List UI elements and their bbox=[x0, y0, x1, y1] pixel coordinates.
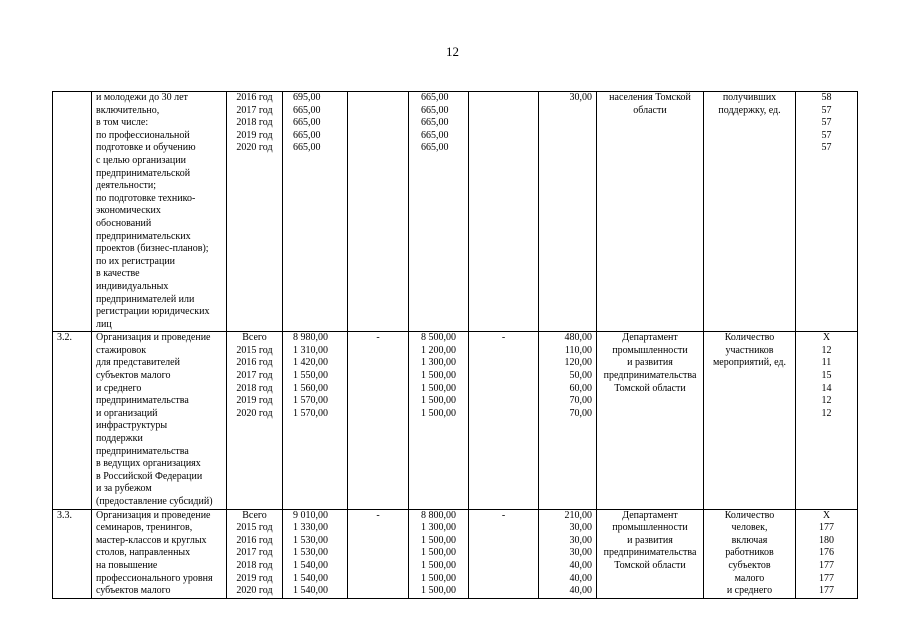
table-row bbox=[53, 92, 858, 332]
other-sources-line: 70,00 bbox=[569, 407, 592, 419]
regional-budget-line: 1 300,00 bbox=[421, 357, 456, 369]
period-line: Всего bbox=[242, 332, 267, 344]
indicator-value-line: 176 bbox=[819, 547, 834, 559]
period-line: 2016 год bbox=[236, 534, 273, 546]
other-sources-line: 30,00 bbox=[569, 547, 592, 559]
other-sources-line: 40,00 bbox=[569, 559, 592, 571]
period-line: 2015 год bbox=[236, 344, 273, 356]
other-sources-line: 480,00 bbox=[564, 332, 592, 344]
responsible-executor-line: Томской области bbox=[614, 559, 686, 571]
responsible-executor-line: и развития bbox=[627, 534, 673, 546]
item-number-cell: 3.3. bbox=[53, 509, 92, 598]
regional-budget-line: 665,00 bbox=[421, 92, 449, 103]
regional-budget-line: 1 500,00 bbox=[421, 382, 456, 394]
responsible-executor-line: предпринимательства bbox=[603, 547, 697, 559]
regional-budget-line: 665,00 bbox=[421, 104, 449, 116]
activity-name-line: для представителей bbox=[96, 357, 180, 369]
indicator-value-line: 177 bbox=[819, 572, 834, 584]
period-line: Всего bbox=[242, 509, 267, 521]
activity-name-line: в Российской Федерации bbox=[96, 470, 203, 482]
indicator-name-line: поддержку, ед. bbox=[718, 104, 781, 116]
regional-budget-line: 1 500,00 bbox=[421, 370, 456, 382]
responsible-executor-cell bbox=[597, 92, 704, 332]
activity-name-line: субъектов малого bbox=[96, 370, 171, 382]
total-amount-line: 1 540,00 bbox=[293, 559, 328, 571]
activity-name-line: лиц bbox=[96, 318, 112, 330]
total-amount-line: 665,00 bbox=[293, 104, 321, 116]
indicator-value-line: 57 bbox=[821, 104, 832, 116]
period-line: 2017 год bbox=[236, 370, 273, 382]
period-line: 2018 год bbox=[236, 117, 273, 129]
indicator-value-cell bbox=[796, 332, 858, 509]
total-amount-line: 695,00 bbox=[293, 92, 321, 103]
indicator-name-line: субъектов bbox=[728, 559, 771, 571]
federal-budget-cell bbox=[348, 509, 409, 598]
responsible-executor-cell bbox=[597, 332, 704, 509]
other-sources-line: 120,00 bbox=[564, 357, 592, 369]
period-line: 2019 год bbox=[236, 129, 273, 141]
federal-budget-line: - bbox=[376, 332, 380, 344]
responsible-executor-line: Томской области bbox=[614, 382, 686, 394]
period-cell bbox=[227, 332, 283, 509]
activity-name-line: предпринимательской bbox=[96, 167, 191, 179]
activity-name-line: деятельности; bbox=[96, 180, 157, 192]
activity-name-line: и за рубежом bbox=[96, 483, 152, 495]
activity-name-cell bbox=[92, 509, 227, 598]
regional-budget-line: 1 200,00 bbox=[421, 344, 456, 356]
responsible-executor-line: промышленности bbox=[612, 522, 688, 534]
activity-name-line: предпринимательства bbox=[96, 445, 189, 457]
other-sources-line: 50,00 bbox=[569, 370, 592, 382]
period-line: 2017 год bbox=[236, 104, 273, 116]
period-line: 2017 год bbox=[236, 547, 273, 559]
period-line: 2019 год bbox=[236, 395, 273, 407]
other-sources-line: 70,00 bbox=[569, 395, 592, 407]
activity-name-line: инфраструктуры bbox=[96, 420, 168, 432]
regional-budget-line: 665,00 bbox=[421, 129, 449, 141]
total-amount-line: 1 540,00 bbox=[293, 585, 328, 597]
activity-name-line: по подготовке технико- bbox=[96, 192, 196, 204]
other-sources-line: 30,00 bbox=[569, 92, 592, 103]
indicator-value-line: X bbox=[822, 332, 831, 344]
total-amount-line: 665,00 bbox=[293, 117, 321, 129]
total-amount-cell bbox=[283, 92, 348, 332]
period-line: 2020 год bbox=[236, 142, 273, 154]
indicator-value-line: 11 bbox=[821, 357, 832, 369]
responsible-executor-cell bbox=[597, 509, 704, 598]
activity-name-line: экономических bbox=[96, 205, 161, 217]
regional-budget-cell bbox=[409, 92, 469, 332]
regional-budget-line: 8 500,00 bbox=[421, 332, 456, 344]
regional-budget-cell bbox=[409, 332, 469, 509]
item-number-cell bbox=[53, 92, 92, 332]
total-amount-line: 1 550,00 bbox=[293, 370, 328, 382]
period-line: 2020 год bbox=[236, 585, 273, 597]
program-activities-table bbox=[52, 91, 858, 599]
activity-name-line: в ведущих организациях bbox=[96, 458, 201, 470]
total-amount-line: 1 540,00 bbox=[293, 572, 328, 584]
other-sources-line: 110,00 bbox=[564, 344, 592, 356]
total-amount-line: 665,00 bbox=[293, 142, 321, 154]
activity-name-line: по их регистрации bbox=[96, 255, 176, 267]
indicator-name-line: получивших bbox=[722, 92, 777, 103]
activity-name-cell bbox=[92, 332, 227, 509]
indicator-value-line: 177 bbox=[819, 559, 834, 571]
local-budget-cell bbox=[469, 332, 539, 509]
indicator-value-line: 12 bbox=[821, 395, 832, 407]
total-amount-line: 1 570,00 bbox=[293, 407, 328, 419]
period-line: 2018 год bbox=[236, 382, 273, 394]
federal-budget-cell bbox=[348, 92, 409, 332]
activity-name-line: Организация и проведение bbox=[96, 509, 211, 521]
local-budget-line: - bbox=[501, 509, 506, 521]
activity-name-line: субъектов малого bbox=[96, 585, 171, 597]
activity-name-line: подготовке и обучению bbox=[96, 142, 196, 154]
federal-budget-line: - bbox=[376, 509, 380, 521]
regional-budget-line: 1 500,00 bbox=[421, 559, 456, 571]
indicator-value-line: 57 bbox=[821, 129, 832, 141]
responsible-executor-line: и развития bbox=[627, 357, 673, 369]
table-row bbox=[53, 509, 858, 598]
regional-budget-line: 1 500,00 bbox=[421, 407, 456, 419]
indicator-value-line: 15 bbox=[821, 370, 832, 382]
other-sources-line: 60,00 bbox=[569, 382, 592, 394]
regional-budget-line: 8 800,00 bbox=[421, 509, 456, 521]
regional-budget-line: 1 300,00 bbox=[421, 522, 456, 534]
period-line: 2016 год bbox=[236, 357, 273, 369]
indicator-name-cell bbox=[704, 332, 796, 509]
indicator-value-cell bbox=[796, 509, 858, 598]
indicator-name-line: Количество bbox=[724, 332, 775, 344]
total-amount-line: 1 330,00 bbox=[293, 522, 328, 534]
local-budget-cell bbox=[469, 509, 539, 598]
regional-budget-line: 665,00 bbox=[421, 142, 449, 154]
period-line: 2020 год bbox=[236, 407, 273, 419]
total-amount-line: 1 570,00 bbox=[293, 395, 328, 407]
page-number: 12 bbox=[446, 44, 459, 59]
activity-name-line: и среднего bbox=[96, 382, 142, 394]
indicator-name-line: и среднего bbox=[726, 585, 773, 597]
activity-name-cell bbox=[92, 92, 227, 332]
total-amount-line: 665,00 bbox=[293, 129, 321, 141]
regional-budget-line: 1 500,00 bbox=[421, 547, 456, 559]
other-sources-cell bbox=[539, 332, 597, 509]
regional-budget-line: 665,00 bbox=[421, 117, 449, 129]
total-amount-line: 1 310,00 bbox=[293, 344, 328, 356]
other-sources-line: 30,00 bbox=[569, 522, 592, 534]
indicator-value-line: 57 bbox=[821, 117, 832, 129]
responsible-executor-line: предпринимательства bbox=[603, 370, 697, 382]
activity-name-line: регистрации юридических bbox=[96, 306, 210, 318]
other-sources-line: 210,00 bbox=[564, 509, 592, 521]
period-cell bbox=[227, 92, 283, 332]
indicator-value-line: 180 bbox=[819, 534, 834, 546]
indicator-name-line: малого bbox=[734, 572, 765, 584]
indicator-name-cell bbox=[704, 92, 796, 332]
indicator-name-cell bbox=[704, 509, 796, 598]
indicator-value-line: 57 bbox=[821, 142, 832, 154]
indicator-name-line: работников bbox=[725, 547, 774, 559]
indicator-value-line: 12 bbox=[821, 344, 832, 356]
item-number-cell: 3.2. bbox=[53, 332, 92, 509]
activity-name-line: мастер-классов и круглых bbox=[96, 534, 207, 546]
responsible-executor-line: области bbox=[633, 104, 667, 116]
other-sources-line: 40,00 bbox=[569, 572, 592, 584]
activity-name-line: и молодежи до 30 лет bbox=[96, 92, 188, 103]
other-sources-cell bbox=[539, 92, 597, 332]
table-body bbox=[53, 92, 858, 599]
total-amount-cell bbox=[283, 509, 348, 598]
activity-name-line: по профессиональной bbox=[96, 129, 190, 141]
activity-name-line: и организаций bbox=[96, 407, 158, 419]
activity-name-line: Организация и проведение bbox=[96, 332, 211, 344]
activity-name-line: профессионального уровня bbox=[96, 572, 213, 584]
activity-name-line: в качестве bbox=[96, 268, 140, 280]
activity-name-line: включительно, bbox=[96, 104, 160, 116]
activity-name-line: поддержки bbox=[96, 433, 143, 445]
total-amount-cell bbox=[283, 332, 348, 509]
indicator-name-line: Количество bbox=[724, 509, 775, 521]
regional-budget-line: 1 500,00 bbox=[421, 534, 456, 546]
period-cell bbox=[227, 509, 283, 598]
federal-budget-cell bbox=[348, 332, 409, 509]
activity-name-line: индивидуальных bbox=[96, 280, 169, 292]
indicator-value-line: 177 bbox=[819, 585, 834, 597]
indicator-value-line: 12 bbox=[821, 407, 832, 419]
period-line: 2019 год bbox=[236, 572, 273, 584]
indicator-name-line: участников bbox=[725, 344, 774, 356]
responsible-executor-line: Департамент bbox=[622, 509, 678, 521]
other-sources-line: 30,00 bbox=[569, 534, 592, 546]
other-sources-cell bbox=[539, 509, 597, 598]
table-row bbox=[53, 332, 858, 509]
activity-name-line: предпринимателей или bbox=[96, 293, 195, 305]
regional-budget-line: 1 500,00 bbox=[421, 585, 456, 597]
total-amount-line: 1 560,00 bbox=[293, 382, 328, 394]
total-amount-line: 1 420,00 bbox=[293, 357, 328, 369]
regional-budget-cell bbox=[409, 509, 469, 598]
total-amount-line: 9 010,00 bbox=[293, 509, 328, 521]
indicator-value-line: X bbox=[822, 509, 831, 521]
indicator-value-line: 177 bbox=[819, 522, 834, 534]
activity-name-line: столов, направленных bbox=[96, 547, 191, 559]
responsible-executor-line: населения Томской bbox=[609, 92, 691, 103]
activity-name-line: на повышение bbox=[96, 559, 158, 571]
activity-name-line: в том числе: bbox=[96, 117, 149, 129]
responsible-executor-line: промышленности bbox=[612, 344, 688, 356]
activity-name-line: обоснований bbox=[96, 217, 152, 229]
period-line: 2018 год bbox=[236, 559, 273, 571]
responsible-executor-line: Департамент bbox=[622, 332, 678, 344]
total-amount-line: 8 980,00 bbox=[293, 332, 328, 344]
indicator-value-line: 58 bbox=[821, 92, 832, 103]
total-amount-line: 1 530,00 bbox=[293, 534, 328, 546]
indicator-value-line: 14 bbox=[821, 382, 832, 394]
activity-name-line: стажировок bbox=[96, 344, 147, 356]
activity-name-line: предпринимательства bbox=[96, 395, 189, 407]
activity-name-line: предпринимательских bbox=[96, 230, 191, 242]
regional-budget-line: 1 500,00 bbox=[421, 395, 456, 407]
regional-budget-line: 1 500,00 bbox=[421, 572, 456, 584]
indicator-name-line: включая bbox=[731, 534, 768, 546]
total-amount-line: 1 530,00 bbox=[293, 547, 328, 559]
activity-name-line: семинаров, тренингов, bbox=[96, 522, 193, 534]
period-line: 2016 год bbox=[236, 92, 273, 103]
period-line: 2015 год bbox=[236, 522, 273, 534]
indicator-name-line: человек, bbox=[731, 522, 768, 534]
activity-name-line: (предоставление субсидий) bbox=[96, 496, 213, 507]
activity-name-line: проектов (бизнес-планов); bbox=[96, 243, 209, 255]
indicator-value-cell bbox=[796, 92, 858, 332]
indicator-name-line: мероприятий, ед. bbox=[712, 357, 787, 369]
local-budget-cell bbox=[469, 92, 539, 332]
other-sources-line: 40,00 bbox=[569, 585, 592, 597]
local-budget-line: - bbox=[501, 332, 506, 344]
activity-name-line: с целью организации bbox=[96, 154, 186, 166]
